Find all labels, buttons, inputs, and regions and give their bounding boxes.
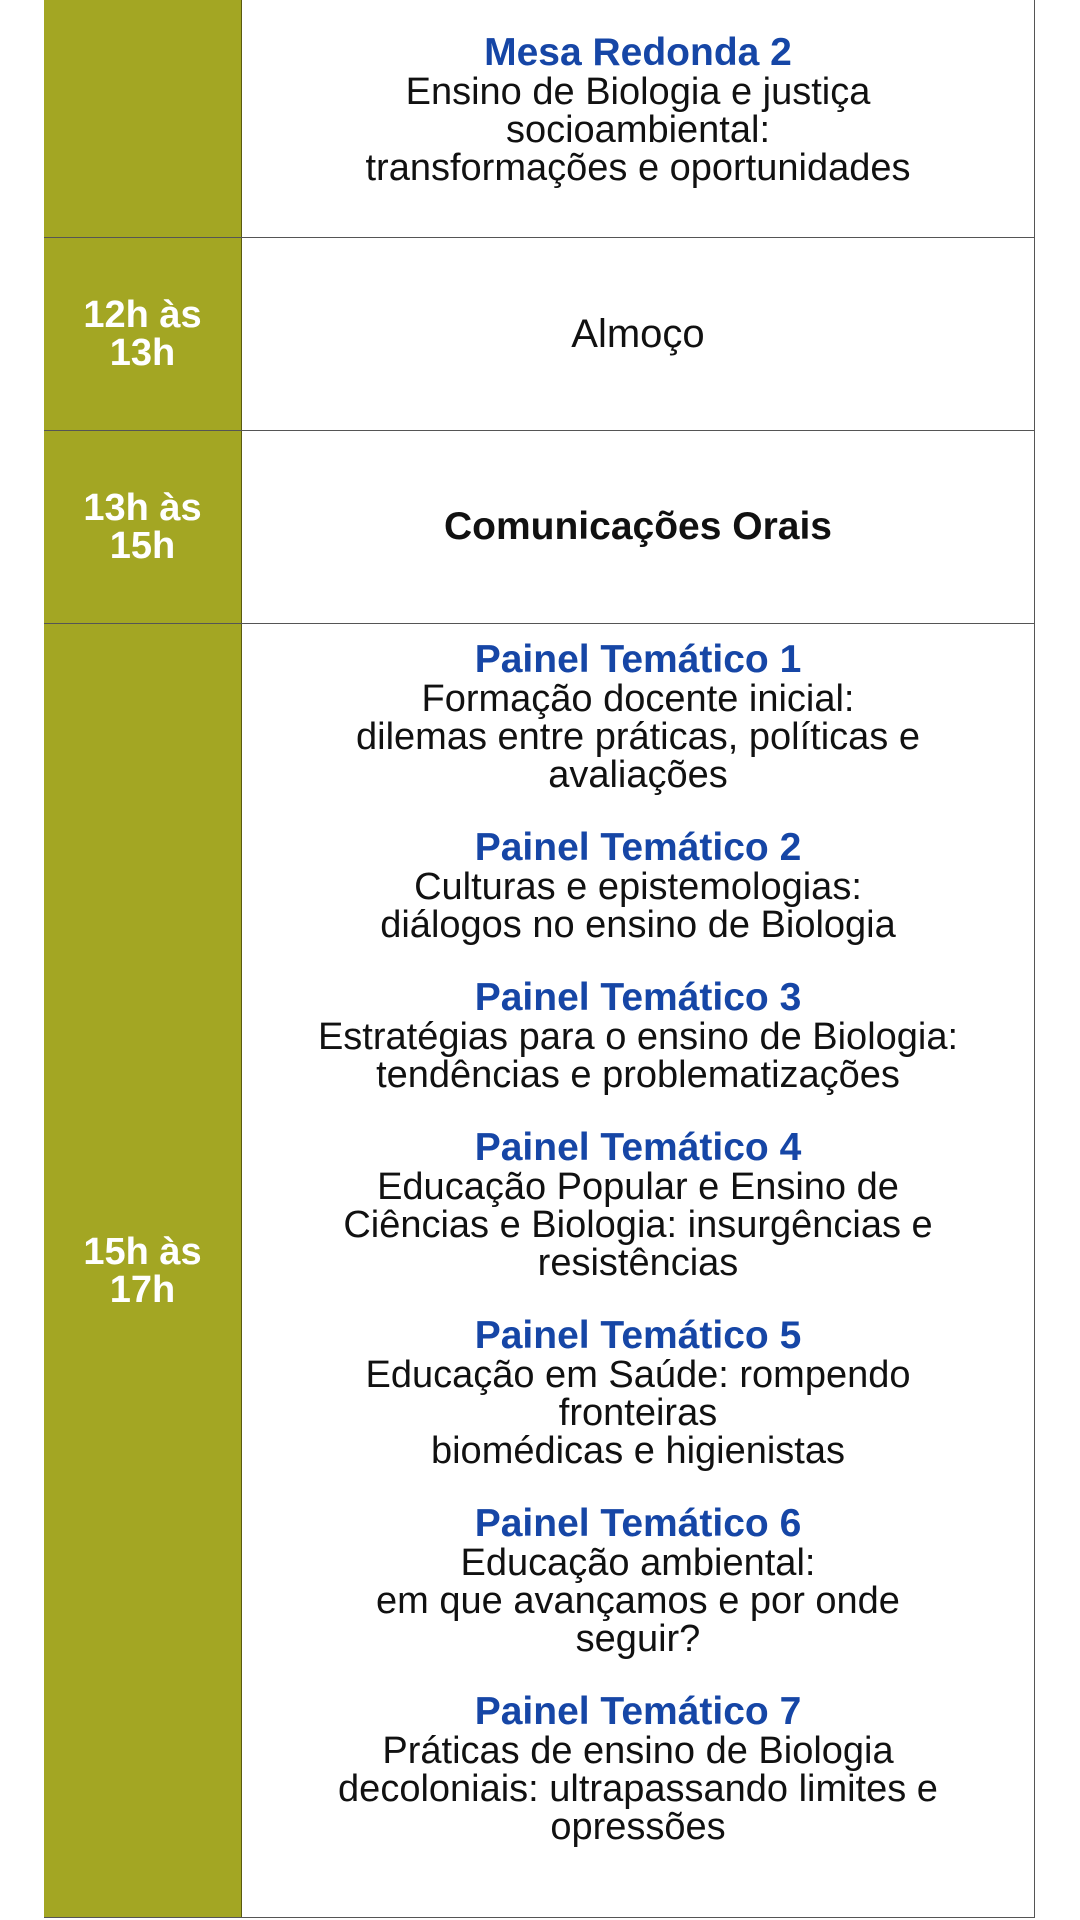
panel-heading: Painel Temático 2: [474, 826, 802, 869]
session-description: Ensino de Biologia e justiça socioambiental: transformações e oportunidades: [365, 70, 911, 189]
time-cell: [44, 624, 242, 1918]
activity-cell-comunicacoes: [242, 431, 1035, 623]
time-cell: [44, 238, 242, 430]
table-bottom-border: [44, 1917, 1035, 1918]
session-heading: Mesa Redonda 2: [484, 30, 792, 74]
thematic-panel-3: [318, 978, 958, 1094]
panel-heading: Painel Temático 6: [474, 1502, 802, 1545]
activity-cell-paineis: [242, 624, 1035, 1918]
thematic-panel-7: [338, 1692, 938, 1846]
panel-description: Educação Popular e Ensino de Ciências e Biologia: insurgências e resistências: [343, 1166, 933, 1284]
schedule-table: [44, 0, 1035, 1918]
panel-heading: Painel Temático 1: [474, 638, 802, 681]
time-cell-empty: [44, 0, 242, 237]
activity-cell-mesa-redonda: [242, 0, 1035, 237]
schedule-row-almoco: [44, 238, 1035, 430]
thematic-panel-6: [376, 1504, 900, 1658]
panel-heading: Painel Temático 5: [474, 1314, 802, 1357]
schedule-row-paineis: [44, 624, 1035, 1918]
time-label: 15h às 17h: [83, 1231, 202, 1311]
time-label: 13h às 15h: [83, 487, 202, 567]
panel-heading: Painel Temático 7: [474, 1690, 802, 1733]
lunch-label: Almoço: [571, 312, 705, 356]
schedule-row-mesa-redonda: [44, 0, 1035, 237]
schedule-row-comunicacoes: [44, 431, 1035, 623]
panel-description: Educação em Saúde: rompendo fronteiras biomédicas e higienistas: [365, 1354, 911, 1472]
thematic-panel-2: [380, 828, 896, 944]
thematic-panel-4: [343, 1128, 932, 1282]
oral-communications-title: Comunicações Orais: [444, 505, 832, 548]
panel-description: Formação docente inicial: dilemas entre práticas, políticas e avaliações: [356, 678, 920, 796]
time-label: 12h às 13h: [83, 294, 202, 374]
activity-cell-almoco: [242, 238, 1035, 430]
panel-description: Educação ambiental: em que avançamos e por onde seguir?: [376, 1542, 900, 1660]
thematic-panel-1: [356, 640, 920, 794]
panel-description: Culturas e epistemologias: diálogos no ensino de Biologia: [380, 866, 896, 946]
panel-heading: Painel Temático 4: [474, 1126, 802, 1169]
panel-description: Práticas de ensino de Biologia decoloniais: ultrapassando limites e opressões: [338, 1730, 938, 1848]
panel-description: Estratégias para o ensino de Biologia: tendências e problematizações: [317, 1016, 959, 1096]
thematic-panel-5: [365, 1316, 910, 1470]
time-cell: [44, 431, 242, 623]
panel-heading: Painel Temático 3: [474, 976, 802, 1019]
